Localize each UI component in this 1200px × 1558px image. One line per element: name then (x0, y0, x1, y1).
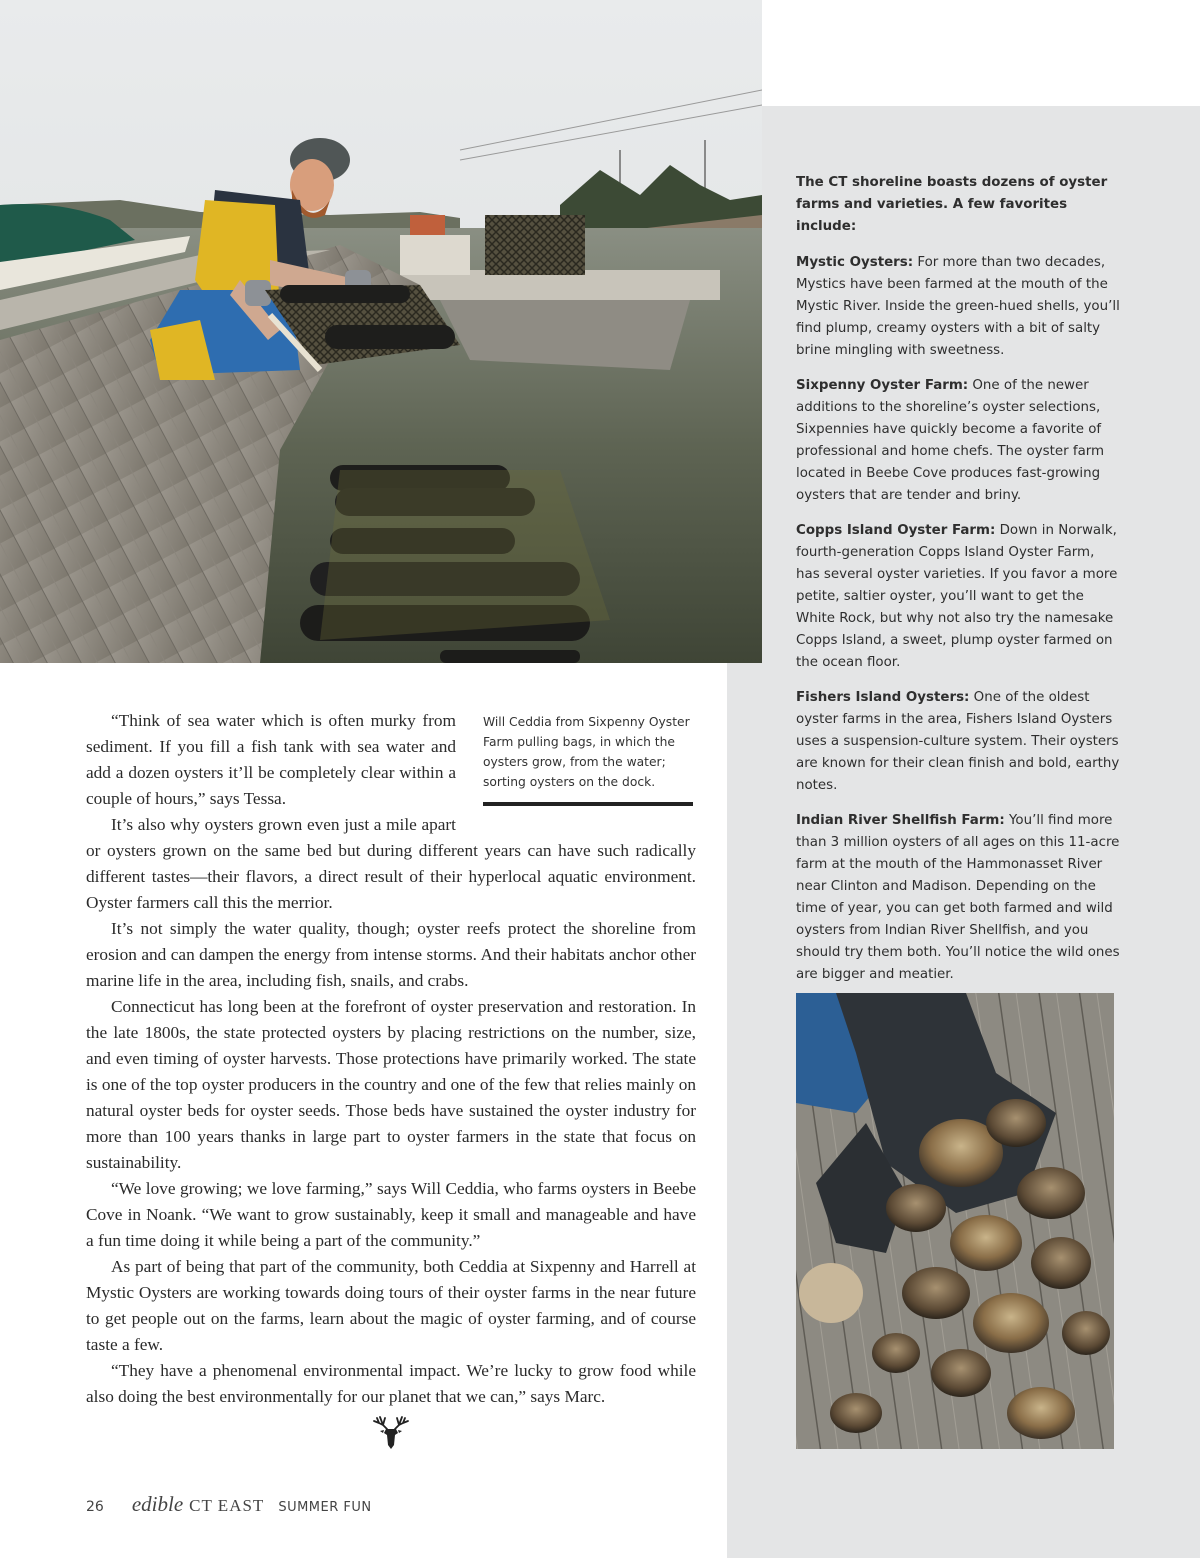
body-paragraph: As part of being that part of the community, both Ceddia at Sixpenny and Harrell at Mystic Oysters are working towards doing tours of their oyster farms in the near future to get people out on the farms, learn about the magic of oyster farming, and of course taste a few. (86, 1257, 696, 1354)
farm-name: Fishers Island Oysters: (796, 690, 970, 705)
farm-description: For more than two decades, Mystics have been farmed at the mouth of the Mystic River. Inside the green-hued shells, you’ll find plump, creamy oysters with a bit of salty brine mingling with sweetness. (796, 255, 1120, 358)
body-paragraph: “Think of sea water which is often murky from sediment. If you fill a fish tank with sea water and add a dozen oysters it’ll be completely clear within a couple of hours,” says Tessa. (86, 711, 456, 808)
photo-caption: Will Ceddia from Sixpenny Oyster Farm pulling bags, in which the oysters grow, from the water; sorting oysters on the dock. (483, 712, 693, 806)
page-footer (86, 1492, 372, 1516)
farm-name: Copps Island Oyster Farm: (796, 523, 996, 538)
body-paragraph: It’s not simply the water quality, though; oyster reefs protect the shoreline from erosion and can dampen the energy from intense storms. And their habitats anchor other marine life in the area, including fish, snails, and crabs. (86, 919, 696, 990)
farm-description: You’ll find more than 3 million oysters of all ages on this 11-acre farm at the mouth of the Hammonasset River near Clinton and Madison. Depending on the time of year, you can get both farmed and wild oysters from Indian River Shellfish, and you should try them both. You’ll notice the wild ones are bigger and meatier. (796, 813, 1120, 982)
deer-head-icon (371, 1413, 411, 1453)
farm-entry-sixpenny (796, 375, 1121, 507)
inset-photo (796, 993, 1114, 1449)
farm-entry-fishers-island (796, 687, 1121, 797)
body-paragraph: “We love growing; we love farming,” says Will Ceddia, who farms oysters in Beebe Cove in Noank. “We want to grow sustainably, keep it small and manageable and have a fun time doing it while being a part of the community.” (86, 1179, 696, 1250)
page-number: 26 (86, 1499, 104, 1515)
farm-name: Sixpenny Oyster Farm: (796, 378, 969, 393)
farm-description: One of the oldest oyster farms in the area, Fishers Island Oysters uses a suspension-culture system. Their oysters are known for their clean finish and bold, earthy notes. (796, 690, 1120, 793)
farm-name: Mystic Oysters: (796, 255, 914, 270)
magazine-brand-italic: edible (131, 1492, 184, 1516)
oyster-farms-sidebar (796, 172, 1121, 999)
body-paragraph: Connecticut has long been at the forefront of oyster preservation and restoration. In the late 1800s, the state protected oysters by placing restrictions on the number, size, and even timing of oyster harvests. Those protections have primarily worked. The state is one of the top oyster producers in the country and one of the few that relies mainly on natural oyster beds for oyster seeds. Those beds have sustained the oyster industry for more than 100 years thanks in large part to oyster farmers in the state that focus on sustainability. (86, 997, 696, 1172)
farm-entry-copps-island (796, 520, 1121, 674)
farm-entry-indian-river (796, 810, 1121, 986)
caption-wrap-space (456, 708, 696, 832)
farm-entry-mystic (796, 252, 1121, 362)
farm-description: One of the newer additions to the shoreline’s oyster selections, Sixpennies have quickly become a favorite of professional and home chefs. The oyster farm located in Beebe Cove produces fast-growing oysters that are tender and briny. (796, 378, 1105, 503)
magazine-brand-caps: CT EAST (189, 1496, 265, 1515)
body-paragraph: “They have a phenomenal environmental impact. We’re lucky to grow food while also doing the best environmentally for our planet that we can,” says Marc. (86, 1361, 696, 1406)
hero-photo (0, 0, 762, 663)
farm-description: Down in Norwalk, fourth-generation Copps Island Oyster Farm, has several oyster varieties. If you favor a more petite, saltier oyster, you’ll want to get the White Rock, but why not also try the namesake Copps Island, a sweet, plump oyster farmed on the ocean floor. (796, 523, 1118, 670)
body-paragraph: It’s also why oysters grown even just a mile apart or oysters grown on the same bed but during different years can have such radically different tastes—their flavors, a direct result of their hyperlocal aquatic environment. Oyster farmers call this the merrior. (86, 815, 696, 912)
article-body (86, 708, 696, 1410)
sidebar-intro: The CT shoreline boasts dozens of oyster farms and varieties. A few favorites include: (796, 175, 1108, 234)
section-name: SUMMER FUN (278, 1500, 372, 1515)
farm-name: Indian River Shellfish Farm: (796, 813, 1005, 828)
